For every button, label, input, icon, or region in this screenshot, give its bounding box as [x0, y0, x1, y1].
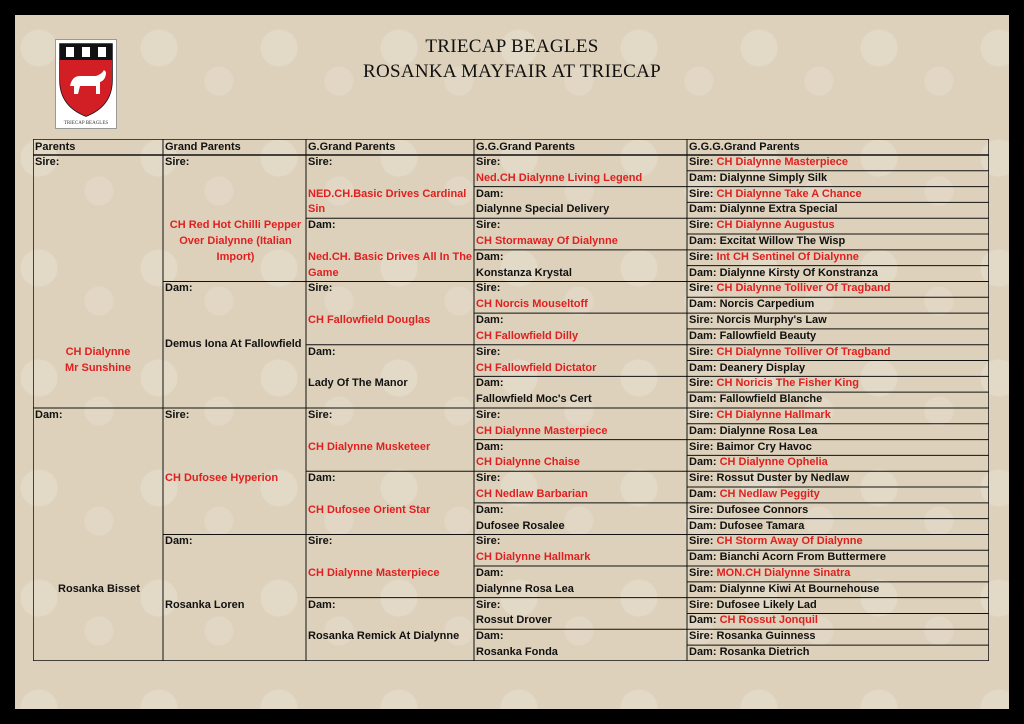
ggg-grandparent-name: CH Dialynne Tolliver Of Tragband: [716, 345, 891, 358]
ggg-grandparent-label: Sire:: [689, 250, 717, 263]
gg-grandparent-name: CH Norcis Mouseltoff: [476, 298, 588, 311]
ggg-grandparent-entry: [687, 361, 989, 377]
ggg-grandparent-name: CH Dialynne Tolliver Of Tragband: [716, 282, 891, 295]
grandparent-name: Demus Iona At Fallowfield: [165, 337, 302, 350]
ggg-grandparent-entry: [687, 503, 989, 519]
ggg-grandparent-entry: [687, 534, 989, 550]
ggg-grandparent-entry: [687, 171, 989, 187]
great-grandparent-name: CH Dufosee Orient Star: [308, 503, 431, 516]
ggg-grandparent-name: Fallowfield Beauty: [719, 329, 817, 342]
ggg-grandparent-entry: [687, 440, 989, 456]
ggg-grandparent-label: Dam:: [689, 329, 720, 342]
ggg-grandparent-entry: [687, 376, 989, 392]
ggg-grandparent-name: Dialynne Simply Silk: [719, 171, 828, 184]
ggg-grandparent-entry: [687, 629, 989, 645]
pedigree-page: [15, 15, 1009, 709]
ggg-grandparent-label: Sire:: [689, 567, 717, 580]
ggg-grandparent-name: CH Rossut Jonquil: [719, 614, 818, 627]
column-header: Grand Parents: [165, 141, 241, 153]
column-header: G.G.G.Grand Parents: [689, 141, 800, 153]
kennel-title: TRIECAP BEAGLES: [425, 36, 599, 57]
great-grandparent-name: CH Dialynne Masterpiece: [308, 567, 440, 580]
dam-label: Dam:: [35, 408, 63, 421]
gg-grandparent-label: Sire:: [476, 408, 501, 421]
sire-label: Sire:: [35, 156, 60, 168]
ggg-grandparent-name: Rossut Duster by Nedlaw: [716, 472, 850, 485]
ggg-grandparent-entry: [687, 313, 989, 329]
ggg-grandparent-name: CH Dialynne Masterpiece: [716, 156, 848, 168]
ggg-grandparent-label: Dam:: [689, 298, 720, 311]
gg-grandparent-label: Dam:: [476, 630, 504, 643]
gg-grandparent-label: Sire:: [476, 472, 501, 485]
ggg-grandparent-entry: [687, 598, 989, 614]
great-grandparent-label: Dam:: [308, 472, 336, 485]
great-grandparent-label: Sire:: [308, 535, 333, 548]
grandparent-name: CH Dufosee Hyperion: [165, 472, 279, 485]
gg-grandparent-name: Dialynne Rosa Lea: [476, 582, 574, 595]
ggg-grandparent-name: Int CH Sentinel Of Dialynne: [716, 250, 859, 263]
ggg-grandparent-entry: [687, 566, 989, 582]
ggg-grandparent-label: Sire:: [689, 440, 717, 453]
great-grandparent-label: Sire:: [308, 156, 333, 168]
ggg-grandparent-entry: [687, 297, 989, 313]
ggg-grandparent-name: Fallowfield Blanche: [719, 393, 823, 406]
gg-grandparent-label: Sire:: [476, 598, 501, 611]
gg-grandparent-name: Ned.CH Dialynne Living Legend: [476, 171, 643, 184]
ggg-grandparent-name: Dialynne Kiwi At Bournehouse: [719, 582, 880, 595]
ggg-grandparent-entry: [687, 455, 989, 471]
ggg-grandparent-label: Sire:: [689, 345, 717, 358]
ggg-grandparent-label: Dam:: [689, 393, 720, 406]
ggg-grandparent-label: Dam:: [689, 519, 720, 532]
ggg-grandparent-entry: [687, 155, 989, 171]
gg-grandparent-name: Rossut Drover: [476, 614, 552, 627]
great-grandparent-name: CH Dialynne Musketeer: [308, 440, 431, 453]
ggg-grandparent-name: Norcis Carpedium: [719, 298, 815, 311]
gg-grandparent-label: Dam:: [476, 250, 504, 263]
great-grandparent-label: Sire:: [308, 408, 333, 421]
ggg-grandparent-label: Dam:: [689, 203, 720, 216]
ggg-grandparent-name: Rosanka Guinness: [716, 630, 816, 643]
ggg-grandparent-entry: [687, 281, 989, 297]
ggg-grandparent-name: CH Dialynne Ophelia: [719, 456, 828, 469]
gg-grandparent-name: CH Dialynne Masterpiece: [476, 424, 608, 437]
gg-grandparent-label: Sire:: [476, 345, 501, 358]
gg-grandparent-name: Rosanka Fonda: [476, 646, 558, 659]
ggg-grandparent-name: Baimor Cry Havoc: [716, 440, 812, 453]
ggg-grandparent-entry: [687, 329, 989, 345]
ggg-grandparent-name: CH Dialynne Take A Chance: [716, 187, 862, 200]
ggg-grandparent-name: CH Dialynne Augustus: [716, 219, 835, 232]
ggg-grandparent-label: Sire:: [689, 187, 717, 200]
gg-grandparent-label: Sire:: [476, 219, 501, 232]
dog-title: ROSANKA MAYFAIR AT TRIECAP: [363, 61, 661, 82]
gg-grandparent-label: Dam:: [476, 503, 504, 516]
gg-grandparent-name: CH Dialynne Hallmark: [476, 551, 591, 564]
ggg-grandparent-name: Dufosee Likely Lad: [716, 598, 817, 611]
ggg-grandparent-name: Deanery Display: [719, 361, 806, 374]
ggg-grandparent-name: Dialynne Rosa Lea: [719, 424, 818, 437]
column-header: Parents: [35, 141, 76, 153]
gg-grandparent-name: Fallowfield Moc's Cert: [476, 393, 592, 406]
grandparent-label: Sire:: [165, 408, 190, 421]
grandparent-name: Rosanka Loren: [165, 598, 245, 611]
gg-grandparent-label: Dam:: [476, 314, 504, 327]
gg-grandparent-label: Sire:: [476, 282, 501, 295]
ggg-grandparent-name: CH Nedlaw Peggity: [719, 488, 820, 500]
great-grandparent-label: Sire:: [308, 282, 333, 295]
great-grandparent-label: Dam:: [308, 598, 336, 611]
ggg-grandparent-entry: [687, 392, 989, 408]
ggg-grandparent-label: Dam:: [689, 361, 720, 374]
ggg-grandparent-label: Sire:: [689, 282, 717, 295]
ggg-grandparent-entry: [687, 187, 989, 203]
ggg-grandparent-entry: [687, 424, 989, 440]
ggg-grandparent-label: Dam:: [689, 551, 720, 564]
great-grandparent-name: Ned.CH. Basic Drives All In The Game: [308, 250, 473, 279]
parent-sire-name: CH Dialynne Mr Sunshine: [64, 345, 131, 374]
ggg-grandparent-label: Dam:: [689, 582, 720, 595]
great-grandparent-name: Lady Of The Manor: [308, 377, 408, 390]
ggg-grandparent-entry: [687, 582, 989, 598]
parent-dam-name: Rosanka Bisset: [58, 582, 140, 595]
gg-grandparent-label: Dam:: [476, 377, 504, 390]
ggg-grandparent-label: Dam:: [689, 614, 720, 627]
ggg-grandparent-name: Excitat Willow The Wisp: [719, 235, 846, 248]
ggg-grandparent-entry: [687, 519, 989, 535]
gg-grandparent-name: Dufosee Rosalee: [476, 519, 565, 532]
ggg-grandparent-label: Sire:: [689, 219, 717, 232]
grandparent-label: Sire:: [165, 156, 190, 168]
ggg-grandparent-label: Sire:: [689, 408, 717, 421]
gg-grandparent-label: Sire:: [476, 156, 501, 168]
logo-caption: TRIECAP BEAGLES: [63, 121, 109, 126]
ggg-grandparent-entry: [687, 487, 989, 503]
ggg-grandparent-entry: [687, 550, 989, 566]
gg-grandparent-label: Dam:: [476, 567, 504, 580]
ggg-grandparent-name: CH Storm Away Of Dialynne: [716, 535, 863, 548]
pedigree-table: [33, 139, 989, 661]
ggg-grandparent-name: Norcis Murphy's Law: [716, 314, 827, 327]
great-grandparent-name: NED.CH.Basic Drives Cardinal Sin: [308, 187, 467, 216]
grandparent-name: CH Red Hot Chilli Pepper Over Dialynne (Italian Import): [169, 219, 302, 263]
ggg-grandparent-entry: [687, 408, 989, 424]
column-header: G.G.Grand Parents: [476, 141, 576, 153]
ggg-grandparent-label: Sire:: [689, 535, 717, 548]
great-grandparent-name: Rosanka Remick At Dialynne: [308, 630, 460, 643]
ggg-grandparent-entry: [687, 250, 989, 266]
ggg-grandparent-label: Sire:: [689, 630, 717, 643]
ggg-grandparent-name: MON.CH Dialynne Sinatra: [716, 567, 851, 580]
gg-grandparent-label: Sire:: [476, 535, 501, 548]
gg-grandparent-name: CH Dialynne Chaise: [476, 456, 580, 469]
ggg-grandparent-label: Dam:: [689, 646, 720, 659]
ggg-grandparent-name: Dufosee Connors: [716, 503, 809, 516]
ggg-grandparent-label: Sire:: [689, 156, 717, 168]
ggg-grandparent-label: Dam:: [689, 266, 720, 279]
ggg-grandparent-name: Rosanka Dietrich: [719, 646, 810, 659]
gg-grandparent-name: CH Nedlaw Barbarian: [476, 488, 588, 500]
ggg-grandparent-label: Dam:: [689, 456, 720, 469]
grandparent-label: Dam:: [165, 535, 193, 548]
ggg-grandparent-entry: [687, 613, 989, 629]
ggg-grandparent-name: Dufosee Tamara: [719, 519, 805, 532]
gg-grandparent-name: CH Fallowfield Dictator: [476, 361, 597, 374]
gg-grandparent-label: Dam:: [476, 187, 504, 200]
ggg-grandparent-label: Sire:: [689, 472, 717, 485]
ggg-grandparent-label: Sire:: [689, 377, 717, 390]
ggg-grandparent-name: Bianchi Acorn From Buttermere: [719, 551, 887, 564]
ggg-grandparent-entry: [687, 266, 989, 282]
gg-grandparent-name: CH Fallowfield Dilly: [476, 329, 579, 342]
gg-grandparent-name: Dialynne Special Delivery: [476, 203, 610, 216]
ggg-grandparent-label: Sire:: [689, 503, 717, 516]
ggg-grandparent-name: Dialynne Extra Special: [719, 203, 838, 216]
ggg-grandparent-entry: [687, 345, 989, 361]
ggg-grandparent-label: Sire:: [689, 314, 717, 327]
ggg-grandparent-entry: [687, 218, 989, 234]
ggg-grandparent-name: CH Noricis The Fisher King: [716, 377, 859, 390]
grandparent-label: Dam:: [165, 282, 193, 295]
ggg-grandparent-label: Sire:: [689, 598, 717, 611]
great-grandparent-label: Dam:: [308, 345, 336, 358]
ggg-grandparent-label: Dam:: [689, 424, 720, 437]
gg-grandparent-name: CH Stormaway Of Dialynne: [476, 235, 618, 248]
ggg-grandparent-name: Dialynne Kirsty Of Konstranza: [719, 266, 878, 279]
ggg-grandparent-entry: [687, 202, 989, 218]
great-grandparent-label: Dam:: [308, 219, 336, 232]
ggg-grandparent-name: CH Dialynne Hallmark: [716, 408, 831, 421]
ggg-grandparent-entry: [687, 234, 989, 250]
ggg-grandparent-label: Dam:: [689, 488, 720, 500]
ggg-grandparent-entry: [687, 645, 989, 661]
gg-grandparent-name: Konstanza Krystal: [476, 266, 572, 279]
ggg-grandparent-label: Dam:: [689, 171, 720, 184]
great-grandparent-name: CH Fallowfield Douglas: [308, 314, 431, 327]
ggg-grandparent-entry: [687, 471, 989, 487]
column-header: G.Grand Parents: [308, 141, 396, 153]
ggg-grandparent-label: Dam:: [689, 235, 720, 248]
gg-grandparent-label: Dam:: [476, 440, 504, 453]
